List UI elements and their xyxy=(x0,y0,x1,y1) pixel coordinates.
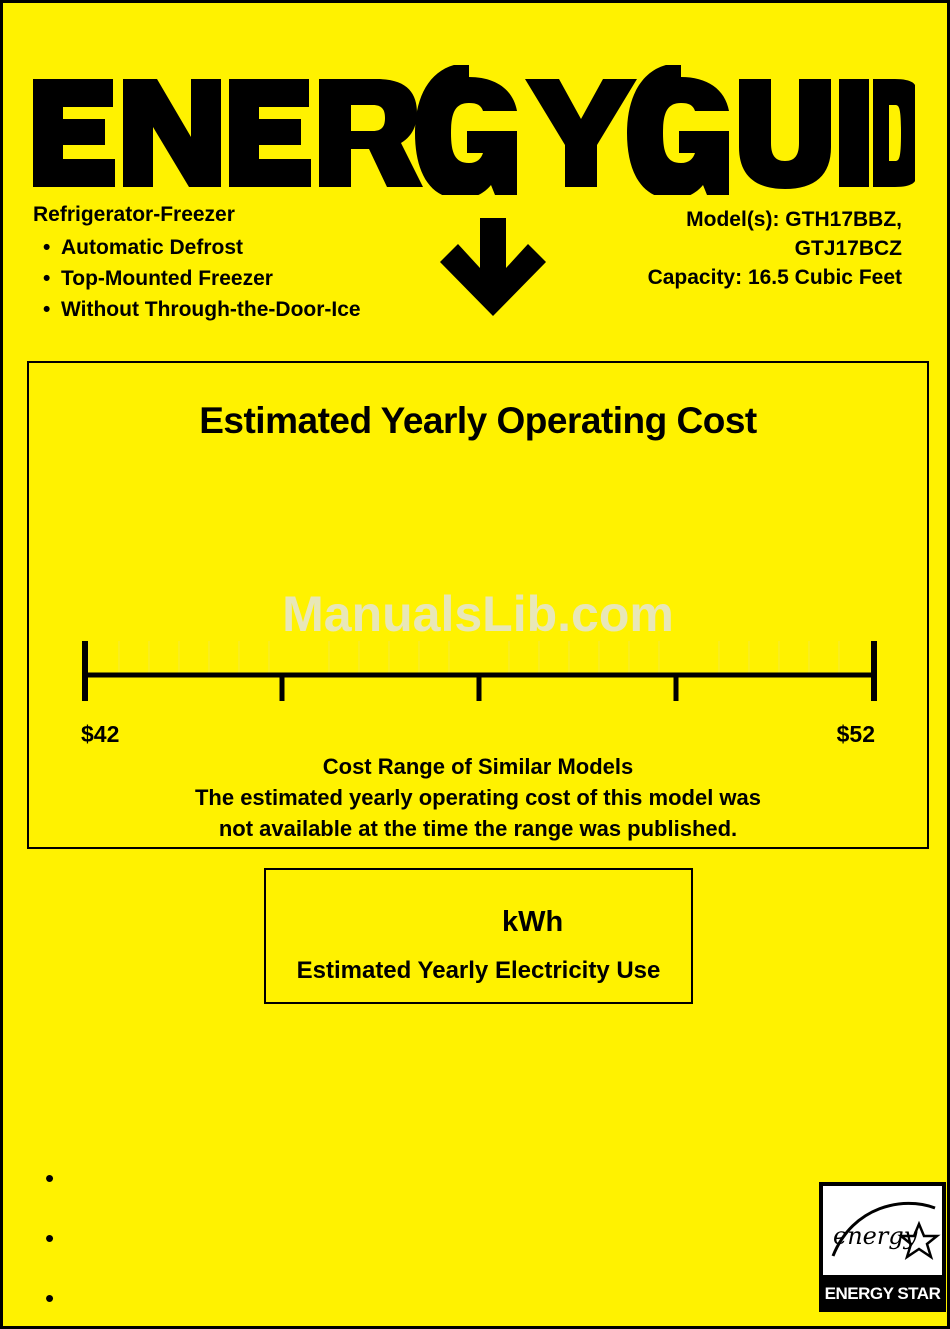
footer-bullet-list xyxy=(45,1163,54,1329)
energy-star-emblem xyxy=(823,1186,942,1275)
feature-list xyxy=(43,234,361,327)
availability-note-cont: not available at the time the range was published. xyxy=(218,816,738,841)
footer-bullet: • xyxy=(45,1283,55,1313)
energyguide-logo xyxy=(31,65,921,195)
operating-cost-box xyxy=(27,361,929,849)
energy-star-icon xyxy=(823,1186,942,1275)
model-info xyxy=(648,205,902,292)
product-type: Refrigerator-Freezer xyxy=(33,203,235,226)
footer-bullet: • xyxy=(45,1163,55,1193)
kwh-unit: kWh xyxy=(502,906,564,938)
svg-text:energy: energy xyxy=(833,1222,918,1250)
capacity: Capacity: 16.5 Cubic Feet xyxy=(647,266,902,289)
cost-title: Estimated Yearly Operating Cost xyxy=(199,400,757,441)
range-min-value: $42 xyxy=(81,721,120,747)
feature-item: • Without Through-the-Door-Ice xyxy=(43,296,361,327)
bullet-icon: • xyxy=(43,236,51,259)
availability-note: The estimated yearly operating cost of this model was xyxy=(194,785,762,810)
model-numbers-cont: GTJ17BCZ xyxy=(794,237,902,260)
feature-item: • Top-Mounted Freezer xyxy=(43,265,361,296)
energy-star-text: ENERGY STAR xyxy=(824,1284,941,1303)
bullet-icon: • xyxy=(43,267,51,290)
energy-star-logo xyxy=(819,1182,946,1312)
range-caption-block xyxy=(29,751,927,844)
feature-item: • Automatic Defrost xyxy=(43,234,361,265)
watermark: ManualsLib.com xyxy=(282,586,674,642)
model-numbers: Model(s): GTH17BBZ, xyxy=(686,208,902,231)
energyguide-arrow-icon xyxy=(428,218,558,318)
electricity-use-label: Estimated Yearly Electricity Use xyxy=(296,957,661,984)
electricity-use-box xyxy=(264,868,693,1004)
range-caption: Cost Range of Similar Models xyxy=(322,754,634,779)
bullet-icon: • xyxy=(43,298,51,321)
range-max-value: $52 xyxy=(836,721,875,747)
cost-range-scale xyxy=(29,633,927,713)
footer-bullet: • xyxy=(45,1223,55,1253)
